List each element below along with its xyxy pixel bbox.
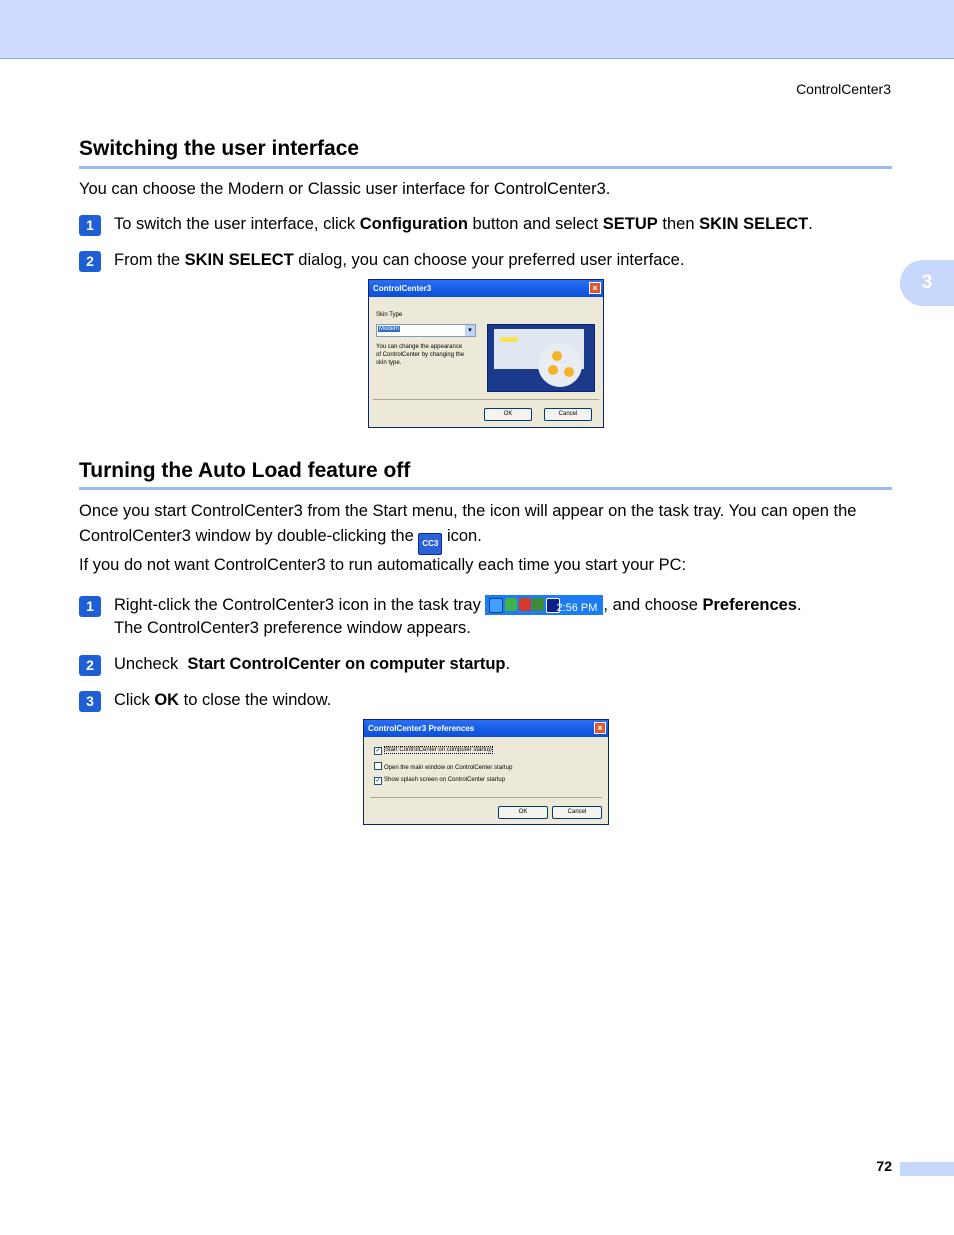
skin-preview-image [487,324,595,392]
checkbox[interactable] [374,747,382,755]
step-number: 2 [79,251,101,272]
skin-type-label: Skin Type [376,312,403,318]
option-start-on-startup[interactable]: ✓ Start ControlCenter on computer startup [375,747,492,754]
cancel-button[interactable]: Cancel [544,408,592,421]
section2-step-1 [79,594,892,618]
section-heading-switching: Switching the user interface [79,137,360,160]
skin-description: You can change the appearance of ControlCenter by changing the skin type. [376,344,465,366]
step-number: 1 [79,596,101,617]
controlcenter3-icon: CC3 [418,533,442,555]
option-show-splash[interactable]: ✓ Show splash screen on ControlCenter startup [375,777,506,784]
task-tray-image [485,595,603,615]
section2-step-2 [79,653,892,677]
section1-intro: You can choose the Modern or Classic user interface for ControlCenter3. [79,180,611,198]
section2-step1-sub: The ControlCenter3 preference window appears. [114,619,471,637]
section1-step-1 [79,213,892,237]
chevron-down-icon[interactable]: ▾ [465,325,475,336]
checkbox[interactable] [374,777,382,785]
section-rule [79,166,892,169]
section2-step-3 [79,689,892,713]
step-text: From the SKIN SELECT dialog, you can choose your preferred user interface. [114,251,685,269]
check-icon: ✓ [375,748,381,754]
header-band [0,0,954,59]
section2-para1-line1: Once you start ControlCenter3 from the Start menu, the icon will appear on the task tray. You can open the [79,502,857,520]
divider [373,399,599,400]
section-rule [79,487,892,490]
skin-select-dialog [368,279,604,428]
page-tab [900,1162,954,1176]
close-icon[interactable]: × [589,282,601,294]
skin-type-value: Modern [379,326,400,332]
ok-button[interactable]: OK [498,806,548,819]
close-icon[interactable]: × [594,722,606,734]
step-text: Click OK to close the window. [114,691,332,709]
page-number: 72 [876,1158,892,1174]
step-text: To switch the user interface, click Configuration button and select SETUP then SKIN SELECT. [114,215,813,233]
step-number: 3 [79,691,101,712]
option-open-main-window[interactable]: Open the main window on ControlCenter startup [374,762,512,771]
checkbox[interactable] [374,762,382,770]
step-text: Right-click the ControlCenter3 icon in the task tray 2:56 PM , and choose Preferences. [114,594,802,617]
preferences-dialog [363,719,609,825]
chapter-tab: 3 [900,260,954,306]
check-icon: ✓ [375,778,381,784]
step-number: 1 [79,215,101,236]
cancel-button[interactable]: Cancel [552,806,602,819]
running-title: ControlCenter3 [796,81,891,97]
step-number: 2 [79,655,101,676]
section2-para2: If you do not want ControlCenter3 to run automatically each time you start your PC: [79,556,687,574]
skin-type-select[interactable] [376,324,476,337]
section1-step-2 [79,249,892,273]
tray-clock: 2:56 PM [556,602,598,614]
dialog-titlebar: ControlCenter3 Preferences × [364,720,608,737]
step-text: Uncheck Start ControlCenter on computer startup. [114,655,511,673]
dialog-titlebar: ControlCenter3 × [369,280,603,297]
section2-para1-line2: ControlCenter3 window by double-clicking the CC3 icon. [79,524,482,555]
divider [370,797,602,798]
section-heading-autoload: Turning the Auto Load feature off [79,459,411,482]
ok-button[interactable]: OK [484,408,532,421]
